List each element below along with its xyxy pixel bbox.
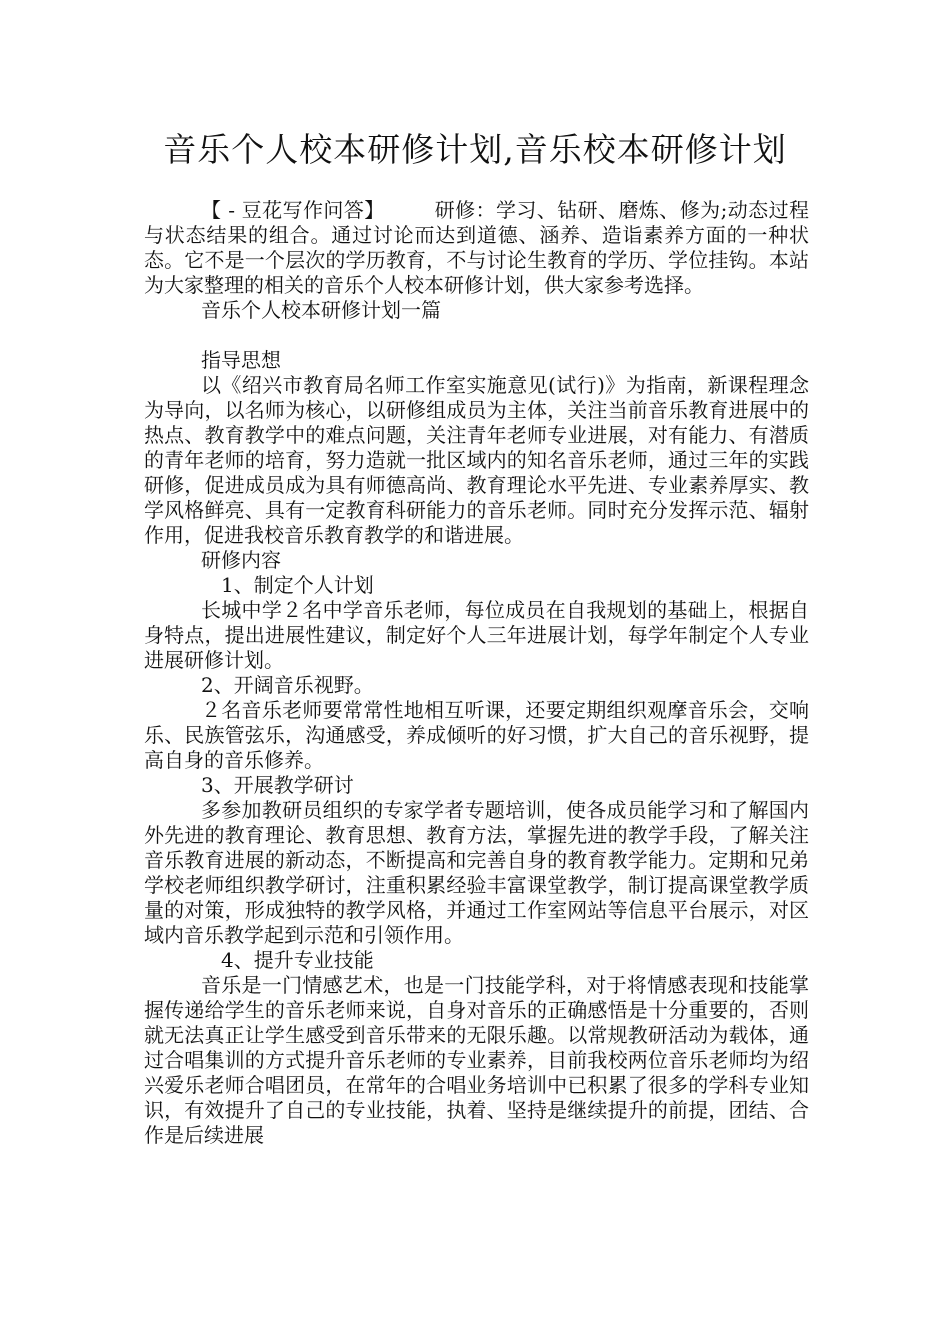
guiding-heading: 指导思想 xyxy=(201,348,281,372)
item-2-paragraph: ２名音乐老师要常常性地相互听课，还要定期组织观摩音乐会，交响乐、民族管弦乐，沟通感受，养成倾听的好习惯，扩大自己的音乐视野，提高自身的音乐修养。 xyxy=(144,698,809,772)
item-1-heading: 1、制定个人计划 xyxy=(221,573,374,597)
item-3-heading: 3、开展教学研讨 xyxy=(201,773,354,797)
intro-text: 研修：学习、钻研、磨炼、修为;动态过程与状态结果的组合。通过讨论而达到道德、涵养、造诣素养方面的一种状态。它不是一个层次的学历教育，不与讨论生教育的学历、学位挂钩。本站为大家整理的相关的音乐个人校本研修计划，供大家参考选择。 xyxy=(144,198,809,297)
item-4-paragraph: 音乐是一门情感艺术，也是一门技能学科，对于将情感表现和技能掌握传递给学生的音乐老师来说，自身对音乐的正确感悟是十分重要的，否则就无法真正让学生感受到音乐带来的无限乐趣。以常规教研活动为载体，通过合唱集训的方式提升音乐老师的专业素养，目前我校两位音乐老师均为绍兴爱乐老师合唱团员，在常年的合唱业务培训中已积累了很多的学科专业知识，有效提升了自己的专业技能，执着、坚持是继续提升的前提，团结、合作是后续进展 xyxy=(144,973,809,1147)
item-1-paragraph: 长城中学２名中学音乐老师，每位成员在自我规划的基础上，根据自身特点，提出进展性建议，制定好个人三年进展计划，每学年制定个人专业进展研修计划。 xyxy=(144,598,809,672)
content-heading: 研修内容 xyxy=(201,548,281,572)
document-body xyxy=(144,198,809,1148)
item-2-heading: 2、开阔音乐视野。 xyxy=(201,673,374,697)
guiding-paragraph: 以《绍兴市教育局名师工作室实施意见(试行)》为指南，新课程理念为导向，以名师为核心，以研修组成员为主体，关注当前音乐教育进展中的热点、教育教学中的难点问题，关注青年老师专业进展，对有能力、有潜质的青年老师的培育，努力造就一批区域内的知名音乐老师，通过三年的实践研修，促进成员成为具有师德高尚、教育理论水平先进、专业素养厚实、教学风格鲜亮、具有一定教育科研能力的音乐老师。同时充分发挥示范、辐射作用，促进我校音乐教育教学的和谐进展。 xyxy=(144,373,809,547)
item-4-heading: 4、提升专业技能 xyxy=(221,948,374,972)
section-title: 音乐个人校本研修计划一篇 xyxy=(201,298,441,322)
item-3-paragraph: 多参加教研员组织的专家学者专题培训，使各成员能学习和了解国内外先进的教育理论、教育思想、教育方法，掌握先进的教学手段，了解关注音乐教育进展的新动态，不断提高和完善自身的教育教学能力。定期和兄弟学校老师组织教学研讨，注重积累经验丰富课堂教学，制订提高课堂教学质量的对策，形成独特的教学风格，并通过工作室网站等信息平台展示，对区域内音乐教学起到示范和引领作用。 xyxy=(144,798,809,947)
source-tag: 【 - 豆花写作问答】 xyxy=(201,198,385,222)
intro-paragraph xyxy=(144,198,809,298)
blank-line xyxy=(144,323,809,348)
document-title: 音乐个人校本研修计划,音乐校本研修计划 xyxy=(163,130,787,169)
